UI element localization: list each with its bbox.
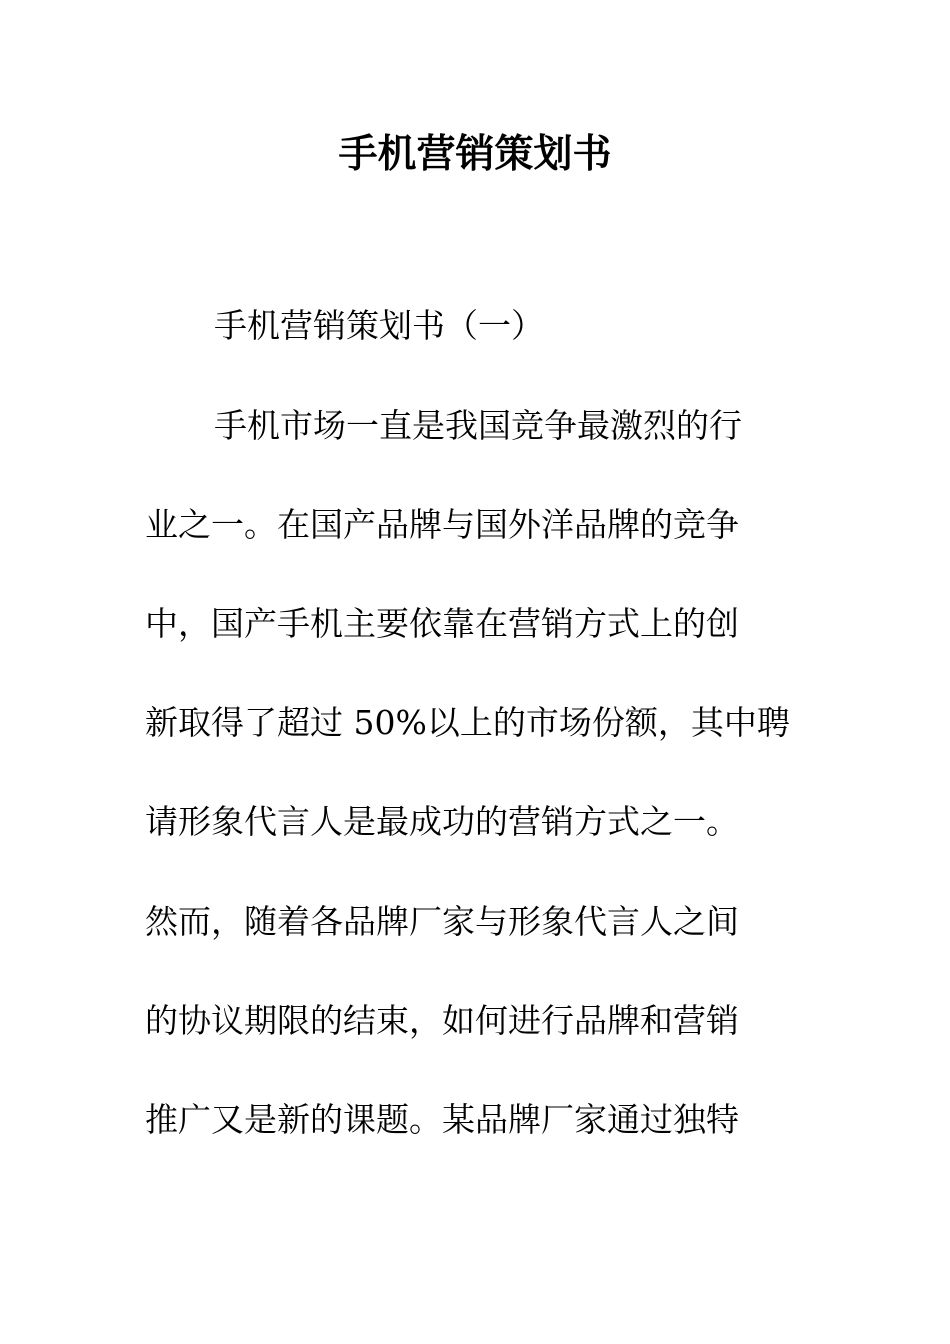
body-line: 请形象代言人是最成功的营销方式之一。 xyxy=(145,802,739,841)
body-line: 手机市场一直是我国竞争最激烈的行 xyxy=(214,406,742,445)
body-line: 推广又是新的课题。某品牌厂家通过独特 xyxy=(145,1100,739,1139)
body-line: 然而，随着各品牌厂家与形象代言人之间 xyxy=(145,902,739,941)
body-line: 的协议期限的结束，如何进行品牌和营销 xyxy=(145,1001,739,1040)
body-line: 业之一。在国产品牌与国外洋品牌的竞争 xyxy=(145,505,739,544)
section-heading: 手机营销策划书（一） xyxy=(214,306,544,345)
body-line: 新取得了超过 50%以上的市场份额，其中聘 xyxy=(145,703,790,742)
document-title: 手机营销策划书 xyxy=(338,131,612,177)
body-line: 中，国产手机主要依靠在营销方式上的创 xyxy=(145,604,739,643)
